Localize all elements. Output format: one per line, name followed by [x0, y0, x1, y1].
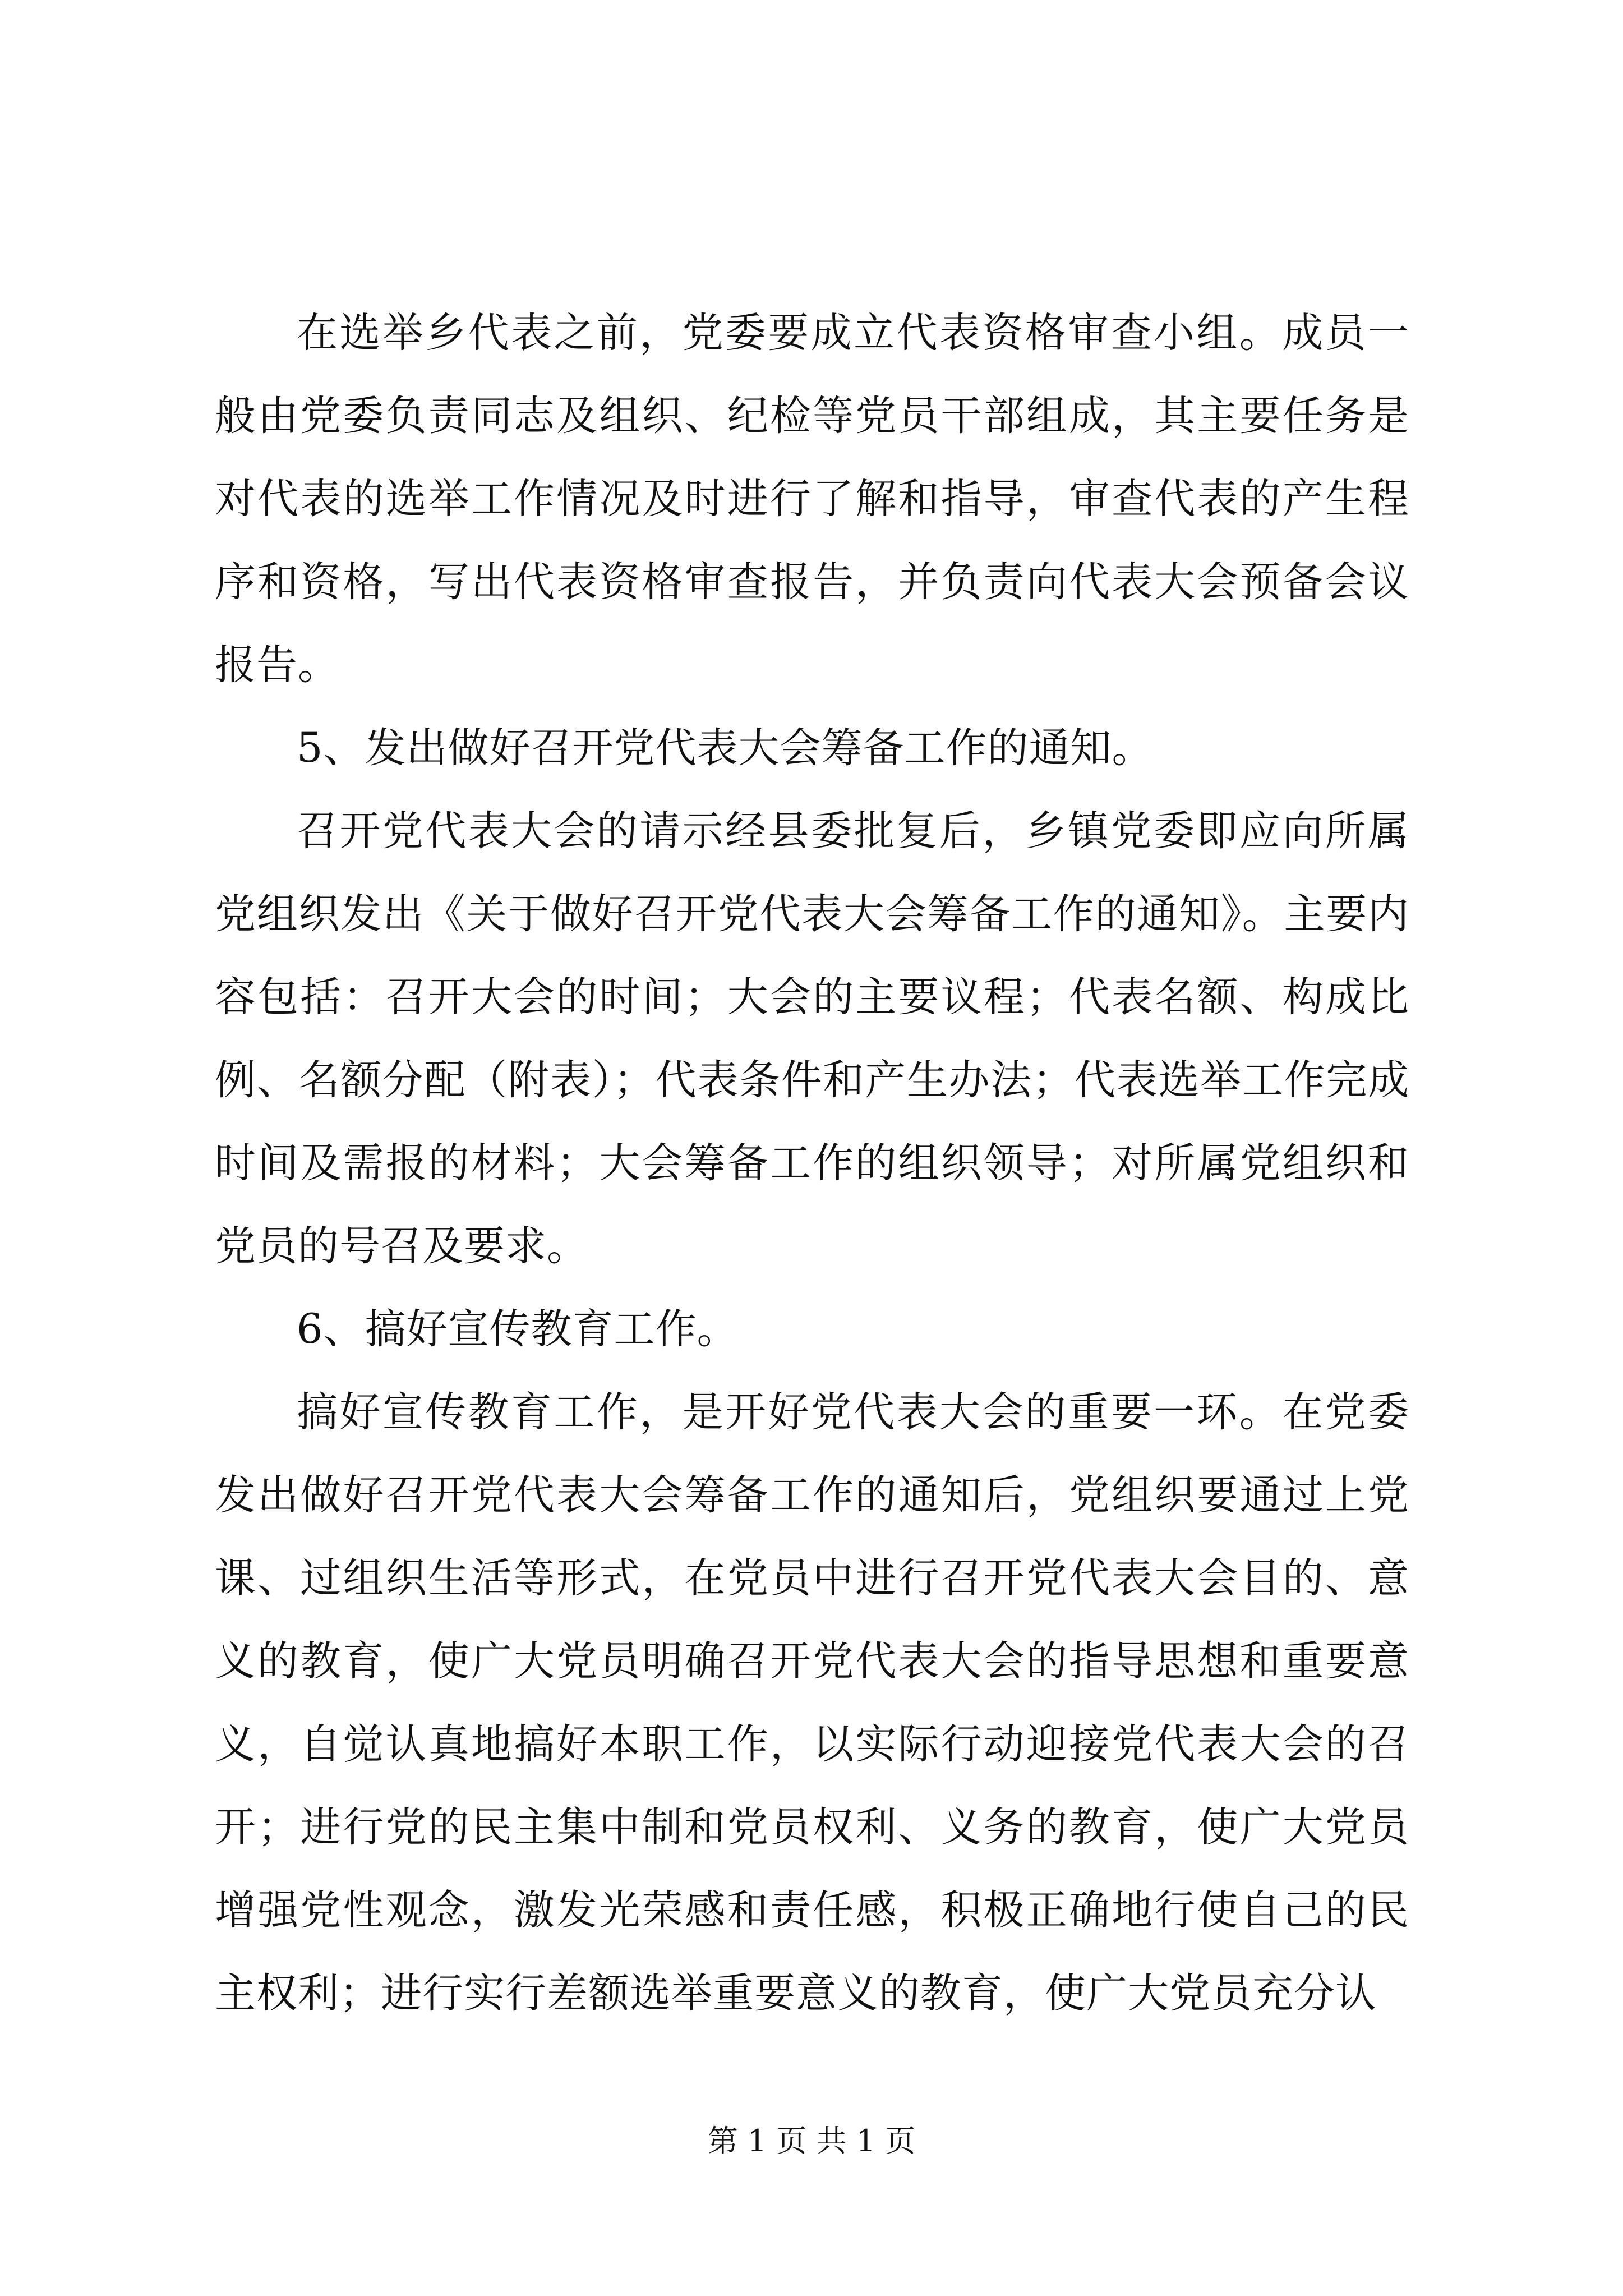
paragraph-notice: 召开党代表大会的请示经县委批复后，乡镇党委即应向所属党组织发出《关于做好召开党代表大会筹备工作的通知》。主要内容包括：召开大会的时间；大会的主要议程；代表名额、构成比例、名额分配（附表）；代表条件和产生办法；代表选举工作完成时间及需报的材料；大会筹备工作的组织领导；对所属党组织和党员的号召及要求。 [215, 807, 1409, 1270]
heading-publicity: 6、搞好宣传教育工作。 [297, 1305, 739, 1353]
document-body [215, 292, 1409, 2035]
page-number-footer: 第 1 页 共 1 页 [707, 2123, 916, 2159]
paragraph-publicity: 搞好宣传教育工作，是开好党代表大会的重要一环。在党委发出做好召开党代表大会筹备工作的通知后，党组织要通过上党课、过组织生活等形式，在党员中进行召开党代表大会目的、意义的教育，使广大党员明确召开党代表大会的指导思想和重要意义，自觉认真地搞好本职工作，以实际行动迎接党代表大会的召开；进行党的民主集中制和党员权利、义务的教育，使广大党员增强党性观念，激发光荣感和责任感，积极正确地行使自己的民主权利；进行实行差额选举重要意义的教育，使广大党员充分认 [215, 1388, 1409, 2017]
heading-notice: 5、发出做好召开党代表大会筹备工作的通知。 [297, 724, 1154, 772]
paragraph-qualification-review: 在选举乡代表之前，党委要成立代表资格审查小组。成员一般由党委负责同志及组织、纪检等党员干部组成，其主要任务是对代表的选举工作情况及时进行了解和指导，审查代表的产生程序和资格，写出代表资格审查报告，并负责向代表大会预备会议报告。 [215, 309, 1409, 689]
